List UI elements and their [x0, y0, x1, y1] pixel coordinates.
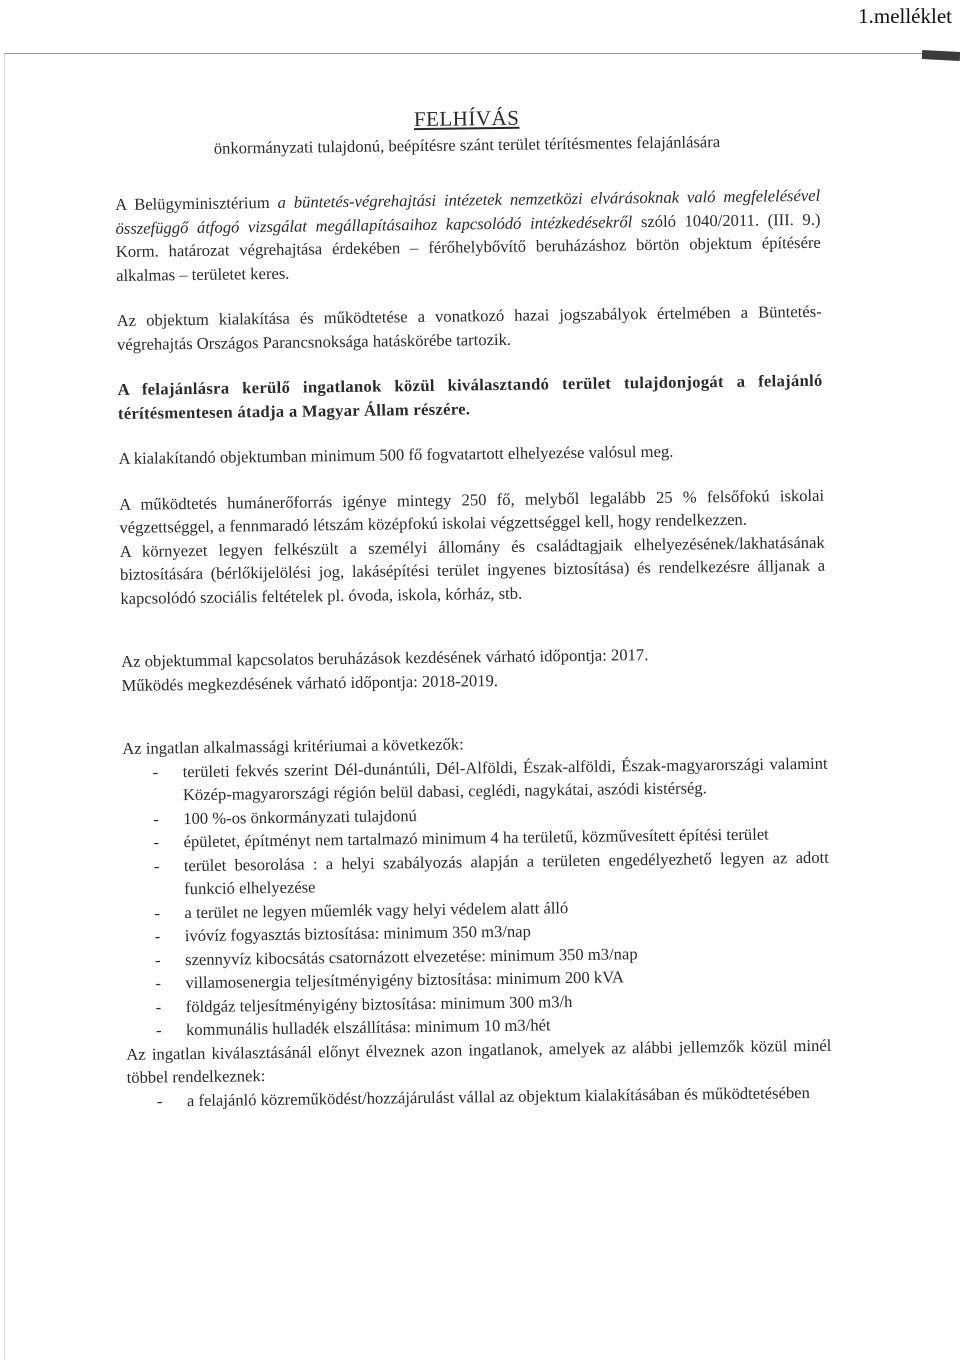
ownership-paragraph: A felajánlásra kerülő ingatlanok közül kiválasztandó terület tulajdonjogát a felajánló térítésmentesen átadja a Magyar Állam részére. [117, 370, 823, 423]
objektum-paragraph: Az objektum kialakítása és működtetése a vonatkozó hazai jogszabályok értelmében a Büntetés-végrehajtás Országos Parancsnoksága hatáskörébe tartozik. [116, 301, 822, 354]
human-resource-paragraph: A működtetés humánerőforrás igénye mintegy 250 fő, melyből legalább 25 % felsőfokú iskolai végzettséggel, a fennmaradó létszám középfokú iskolai végzettséggel kell, hogy rendelkezzen. [119, 485, 825, 537]
capacity-paragraph: A kialakítandó objektumban minimum 500 fő fogvatartott elhelyezése valósul meg. [118, 441, 674, 468]
criteria-item: - földgáz teljesítményigény biztosítása: minimum 300 m3/h [126, 986, 831, 1019]
criteria-list [122, 751, 831, 1042]
intro-italic-reference: a büntetés-végrehajtási intézetek nemzetközi elvárásoknak való megfelelésével összefüggő átfogó vizsgálat megállapításaihoz kapcsolódó intézkedésekről [115, 185, 821, 238]
criteria-intro: Az ingatlan alkalmassági kritériumai a következők: [122, 734, 464, 758]
intro-text-start: A Belügyminisztérium [115, 192, 278, 214]
criteria-item: - 100 %-os önkormányzati tulajdonú [123, 798, 828, 831]
start-date-paragraph: Az objektummal kapcsolatos beruházások kezdésének várható időpontja: 2017. [121, 645, 649, 671]
document-title: FELHÍVÁS [413, 105, 520, 132]
criteria-item: - szennyvíz kibocsátás csatornázott elvezetése: minimum 350 m3/nap [125, 939, 830, 972]
criteria-item: - ivóvíz fogyasztás biztosítása: minimum 350 m3/nap [125, 916, 830, 949]
criteria-item: - kommunális hulladék elszállítása: minimum 10 m3/hét [126, 1010, 831, 1043]
intro-paragraph [115, 184, 821, 287]
criteria-item: - a terület ne legyen műemlék vagy helyi védelem alatt álló [124, 892, 829, 925]
criteria-item: - épületet, építményt nem tartalmazó minimum 4 ha területű, közművesített építési terület [123, 822, 828, 855]
criteria-item: - területi fekvés szerint Dél-dunántúli, Dél-Alföldi, Észak-alföldi, Észak-magyarországi valamint Közép-magyarországi régión belül dabasi, ceglédi, nagykátai, aszódi kistérség. [122, 751, 828, 807]
criteria-item: - villamosenergia teljesítményigény biztosítása: minimum 200 kVA [125, 963, 830, 996]
intro-text-end: szóló 1040/2011. (III. 9.) Korm. határozat végrehajtása érdekében – férőhelybővítő beruházáshoz börtön objektum építésére alkalmas – területet keres. [115, 209, 821, 285]
scan-corner-shadow [922, 50, 960, 61]
operation-date-paragraph: Működés megkezdésének várható időpontja: 2018-2019. [121, 670, 499, 695]
document-body [114, 103, 832, 1113]
advantage-intro: Az ingatlan kiválasztásánál előnyt élveznek azon ingatlanok, amelyek az alábbi jellemzők közül minél többel rendelkeznek: [126, 1035, 832, 1087]
advantage-item: - a felajánló közreműködést/hozzájárulást vállal az objektum kialakításában és működtetésében [127, 1080, 832, 1113]
environment-paragraph: A környezet legyen felkészült a személyi állomány és családtagjaik elhelyezésének/lakhatásának biztosítására (bérlőkijelölési jog, lakásépítési terület ingyenes biztosítása) és rendelkezésre álljanak a kapcsolódó szociális feltételek pl. óvoda, iskola, kórház, stb. [119, 532, 826, 608]
document-subtitle: önkormányzati tulajdonú, beépítésre szánt terület térítésmentes felajánlására [213, 131, 721, 158]
criteria-item: - terület besorolása : a helyi szabályozás alapján a területen engedélyezhető legyen az adott funkció elhelyezése [124, 845, 830, 901]
annex-label: 1.melléklet [858, 4, 952, 28]
